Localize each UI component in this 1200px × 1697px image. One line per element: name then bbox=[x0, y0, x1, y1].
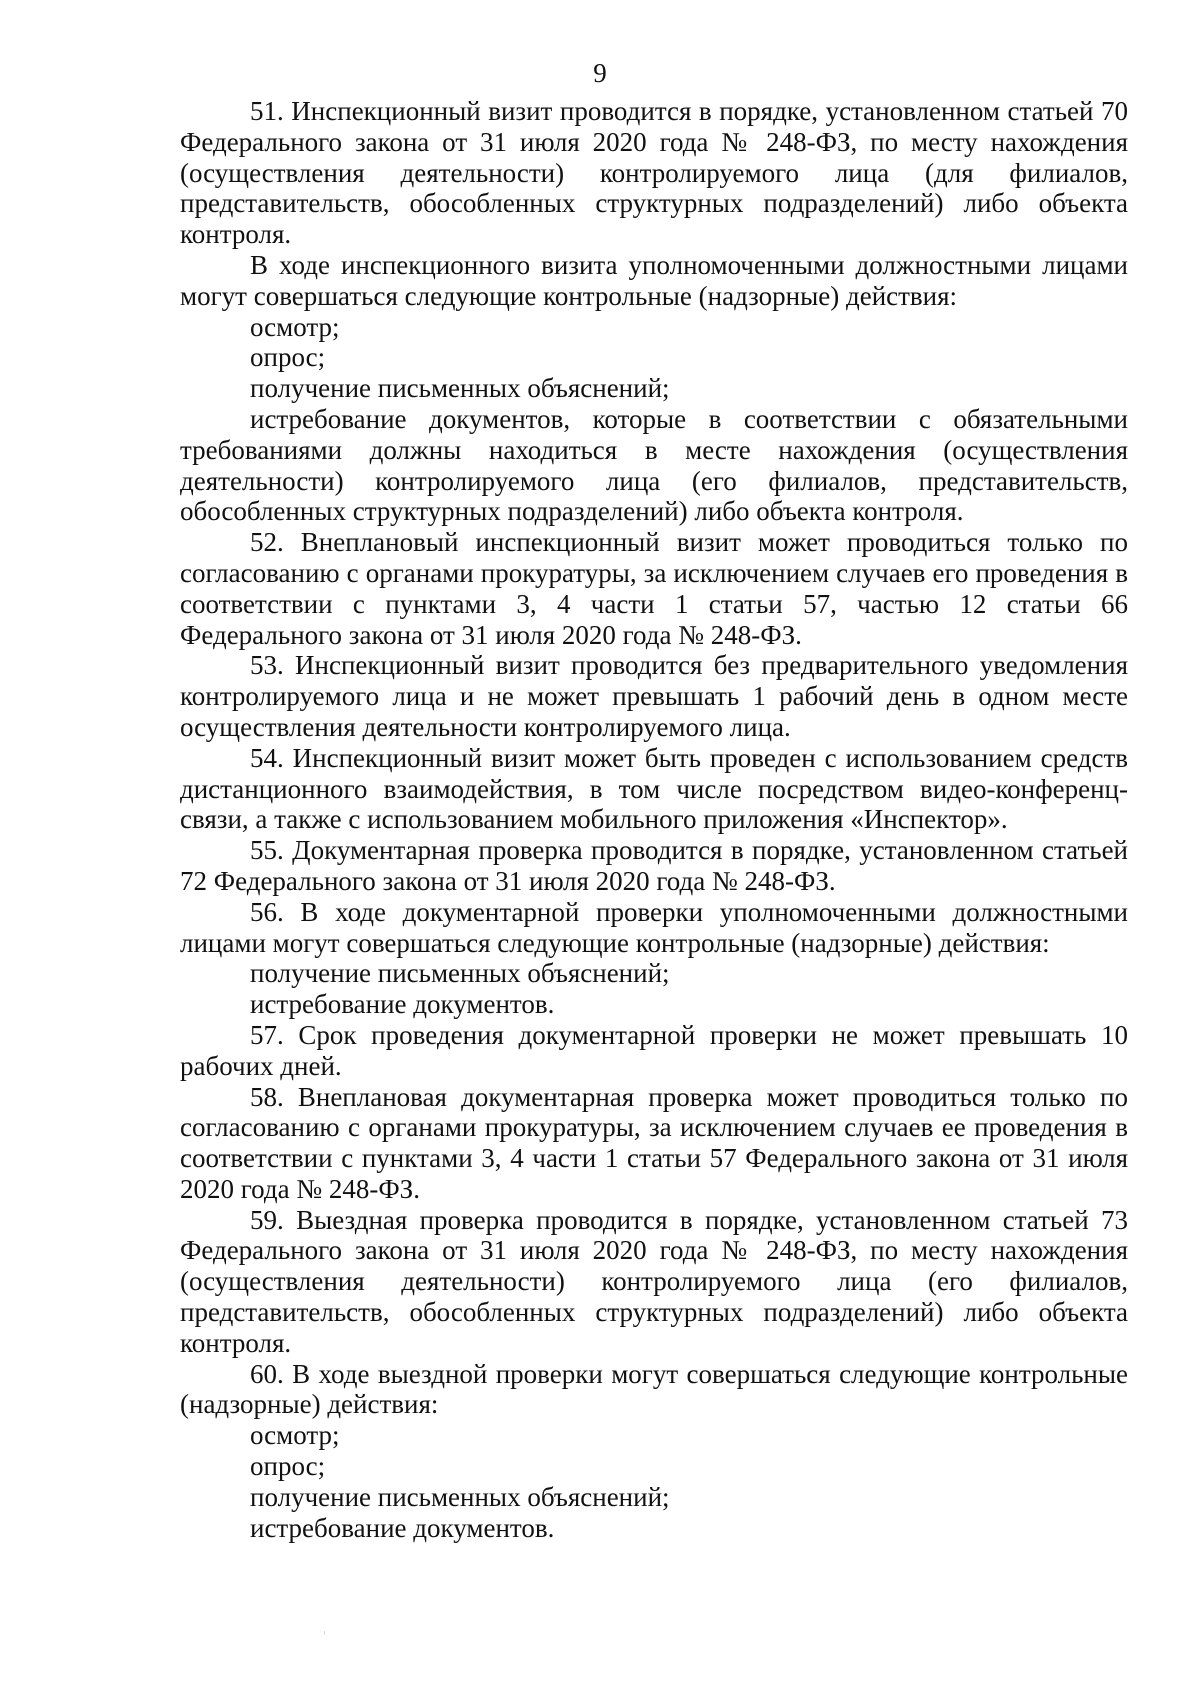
list-item: осмотр; bbox=[250, 1420, 340, 1451]
list-item: осмотр; bbox=[250, 311, 340, 342]
page-number: 9 bbox=[593, 58, 607, 88]
paragraph: 53. Инспекционный визит проводится без предварительного уведомления контролируемого лица и не может превышать 1 рабочий день в одном месте осуществления деятельности контролируемого лица. bbox=[180, 650, 1128, 742]
paragraph: 51. Инспекционный визит проводится в порядке, установленном статьей 70 Федерального закона от 31 июля 2020 года № 248-ФЗ, по месту нахождения (осуществления деятельности) контролируемого лица (для филиалов, представительств, обособленных структурных подразделений) либо объекта контроля. bbox=[180, 96, 1128, 250]
paragraph: 59. Выездная проверка проводится в порядке, установленном статьей 73 Федерального закона от 31 июля 2020 года № 248-ФЗ, по месту нахождения (осуществления деятельности) контролируемого лица (его филиалов, представительств, обособленных структурных подразделений) либо объекта контроля. bbox=[180, 1204, 1128, 1358]
list-item: получение письменных объяснений; bbox=[250, 1481, 670, 1512]
paragraph: истребование документов, которые в соответствии с обязательными требованиями должны находиться в месте нахождения (осуществления деятельности) контролируемого лица (его филиалов, представительств, обособленных структурных подразделений) либо объекта контроля. bbox=[180, 403, 1128, 527]
paragraph: В ходе инспекционного визита уполномоченными должностными лицами могут совершаться следующие контрольные (надзорные) действия: bbox=[180, 249, 1128, 311]
document-body bbox=[180, 96, 1128, 1543]
paragraph: 55. Документарная проверка проводится в порядке, установленном статьей 72 Федерального закона от 31 июля 2020 года № 248-ФЗ. bbox=[180, 835, 1128, 896]
paragraph: 54. Инспекционный визит может быть проведен с использованием средств дистанционного взаимодействия, в том числе посредством видео-конференц-связи, а также с использованием мобильного приложения «Инспектор». bbox=[180, 742, 1128, 835]
list-item: опрос; bbox=[250, 1451, 326, 1482]
scan-mark bbox=[324, 1631, 325, 1635]
paragraph: 56. В ходе документарной проверки уполномоченными должностными лицами могут совершаться следующие контрольные (надзорные) действия: bbox=[180, 896, 1128, 958]
list-item: опрос; bbox=[250, 342, 326, 373]
paragraph: 52. Внеплановый инспекционный визит может проводиться только по согласованию с органами прокуратуры, за исключением случаев его проведения в соответствии с пунктами 3, 4 части 1 статьи 57, частью 12 статьи 66 Федерального закона от 31 июля 2020 года № 248-ФЗ. bbox=[180, 527, 1128, 650]
list-item: истребование документов. bbox=[250, 989, 555, 1020]
list-item: истребование документов. bbox=[250, 1512, 555, 1543]
list-item: получение письменных объяснений; bbox=[250, 373, 670, 404]
paragraph: 60. В ходе выездной проверки могут совершаться следующие контрольные (надзорные) действия: bbox=[180, 1358, 1128, 1420]
list-item: получение письменных объяснений; bbox=[250, 958, 670, 989]
paragraph: 57. Срок проведения документарной проверки не может превышать 10 рабочих дней. bbox=[180, 1019, 1128, 1081]
paragraph: 58. Внеплановая документарная проверка может проводиться только по согласованию с органами прокуратуры, за исключением случаев ее проведения в соответствии с пунктами 3, 4 части 1 статьи 57 Федерального закона от 31 июля 2020 года № 248-ФЗ. bbox=[180, 1081, 1128, 1204]
